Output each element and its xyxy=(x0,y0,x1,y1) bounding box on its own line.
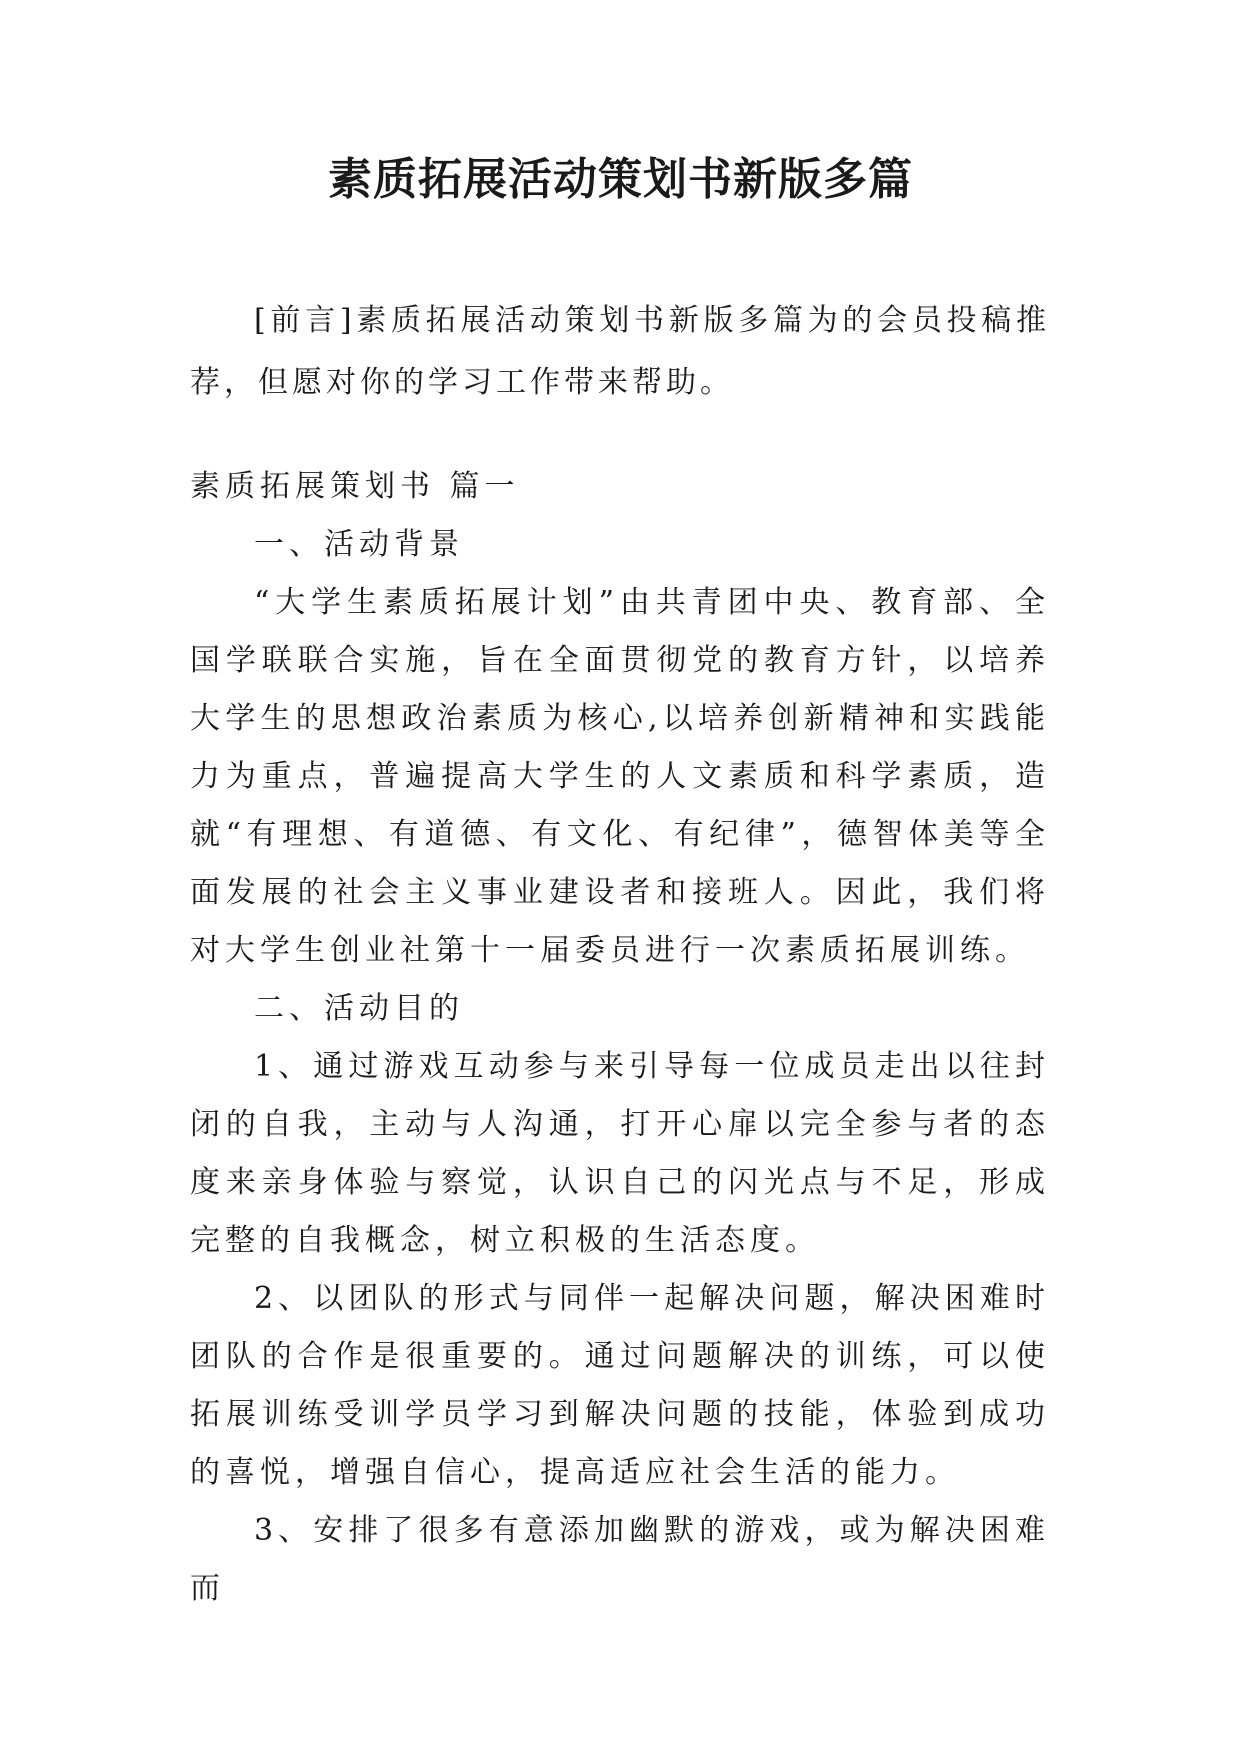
subsection-heading: 一、活动背景 xyxy=(254,527,464,562)
body-paragraph: “大学生素质拓展计划”由共青团中央、教育部、全国学联联合实施，旨在全面贯彻党的教育方针，以培养大学生的思想政治素质为核心,以培养创新精神和实践能力为重点，普遍提高大学生的人文素质和科学素质，造就“有理想、有道德、有文化、有纪律”，德智体美等全面发展的社会主义事业建设者和接班人。因此，我们将对大学生创业社第十一届委员进行一次素质拓展训练。 xyxy=(190,585,1050,968)
section-heading: 素质拓展策划书 篇一 xyxy=(190,469,520,504)
body-paragraph: 2、以团队的形式与同伴一起解决问题，解决困难时团队的合作是很重要的。通过问题解决的训练，可以使拓展训练受训学员学习到解决问题的技能，体验到成功的喜悦，增强自信心，提高适应社会生活的能力。 xyxy=(190,1281,1050,1490)
document-title: 素质拓展活动策划书新版多篇 xyxy=(328,154,913,205)
subsection-heading: 二、活动目的 xyxy=(254,991,464,1026)
preface-paragraph: [前言]素质拓展活动策划书新版多篇为的会员投稿推荐，但愿对你的学习工作带来帮助。 xyxy=(190,303,1050,400)
document-body xyxy=(190,458,1050,1618)
body-paragraph: 3、安排了很多有意添加幽默的游戏，或为解决困难而 xyxy=(190,1513,1050,1606)
body-paragraph: 1、通过游戏互动参与来引导每一位成员走出以往封闭的自我，主动与人沟通，打开心扉以完全参与者的态度来亲身体验与察觉，认识自己的闪光点与不足，形成完整的自我概念，树立积极的生活态度。 xyxy=(190,1049,1050,1258)
